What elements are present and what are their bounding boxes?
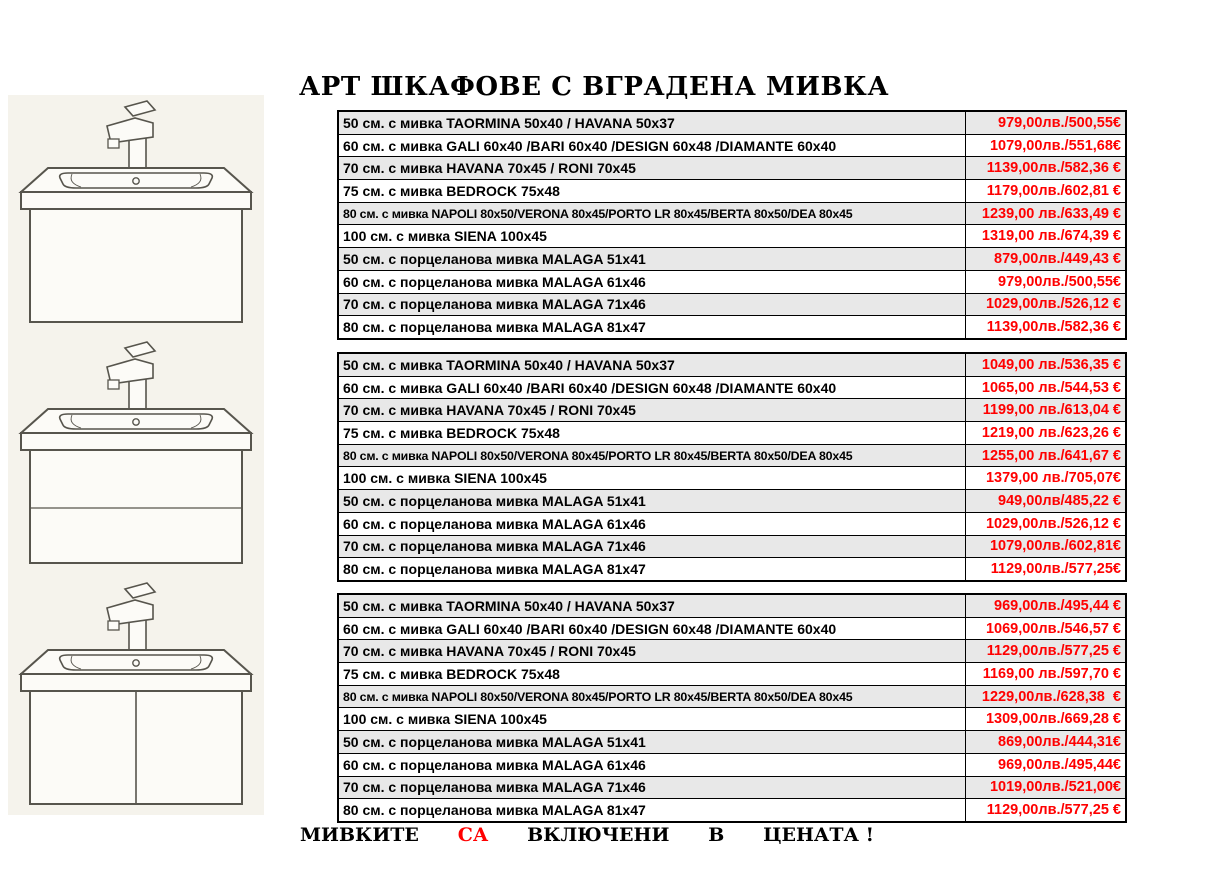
price-cell: 979,00лв./500,55€ — [998, 114, 1121, 131]
product-description-cell: 75 см. с мивка BEDROCK 75x48 — [339, 663, 966, 685]
product-description-cell: 50 см. с порцеланова мивка MALAGA 51x41 — [339, 490, 966, 512]
table-row — [339, 557, 1125, 580]
product-description-cell: 50 см. с мивка TAORMINA 50x40 / HAVANA 50x37 — [339, 595, 966, 617]
table-row — [339, 662, 1125, 685]
product-description-cell: 60 см. с порцеланова мивка MALAGA 61x46 — [339, 513, 966, 535]
product-description-cell: 60 см. с порцеланова мивка MALAGA 61x46 — [339, 754, 966, 776]
price-table-1 — [337, 110, 1127, 340]
table-row — [339, 639, 1125, 662]
price-cell: 869,00лв./444,31€ — [998, 733, 1121, 750]
price-cell: 1139,00лв./582,36 € — [986, 160, 1121, 177]
price-cell: 1199,00 лв./613,04 € — [982, 402, 1121, 419]
price-cell: 1049,00 лв./536,35 € — [981, 356, 1121, 373]
table-row — [339, 595, 1125, 617]
table-row — [339, 376, 1125, 399]
product-description-cell: 60 см. с мивка GALI 60x40 /BARI 60x40 /DESIGN 60x48 /DIAMANTE 60x40 — [339, 135, 966, 157]
product-description-cell: 50 см. с мивка TAORMINA 50x40 / HAVANA 50x37 — [339, 354, 966, 376]
price-cell: 969,00лв./495,44 € — [994, 597, 1121, 614]
price-cell: 1219,00 лв./623,26 € — [981, 424, 1121, 441]
product-description-cell: 70 см. с порцеланова мивка MALAGA 71x46 — [339, 536, 966, 558]
cabinet-illustrations-panel — [8, 95, 264, 815]
footer-word: МИВКИТЕ — [300, 824, 419, 846]
table-row — [339, 112, 1125, 134]
price-cell: 1129,00лв./577,25 € — [986, 802, 1121, 819]
table-row — [339, 776, 1125, 799]
product-description-cell: 100 см. с мивка SIENA 100x45 — [339, 708, 966, 730]
cabinet-single-door-icon — [8, 95, 264, 333]
product-description-cell: 60 см. с мивка GALI 60x40 /BARI 60x40 /DESIGN 60x48 /DIAMANTE 60x40 — [339, 377, 966, 399]
cabinet-two-drawers-icon — [8, 336, 264, 574]
table-row — [339, 293, 1125, 316]
price-cell: 1139,00лв./582,36 € — [986, 319, 1121, 336]
price-cell: 949,00лв/485,22 € — [998, 492, 1121, 509]
price-cell: 1309,00лв./669,28 € — [985, 711, 1121, 728]
product-description-cell: 50 см. с порцеланова мивка MALAGA 51x41 — [339, 731, 966, 753]
table-row — [339, 617, 1125, 640]
product-description-cell: 70 см. с мивка HAVANA 70x45 / RONI 70x45 — [339, 157, 966, 179]
price-cell: 969,00лв./495,44€ — [998, 756, 1121, 773]
product-description-cell: 80 см. с мивка NAPOLI 80x50/VERONA 80x45/PORTO LR 80x45/BERTA 80x50/DEA 80x45 — [339, 445, 966, 467]
price-cell: 1019,00лв./521,00€ — [989, 779, 1121, 796]
table-row — [339, 798, 1125, 821]
price-cell: 1179,00лв./602,81 € — [986, 182, 1121, 199]
price-cell: 1379,00 лв./705,07€ — [985, 470, 1121, 487]
table-row — [339, 535, 1125, 558]
price-cell: 979,00лв./500,55€ — [998, 273, 1121, 290]
table-row — [339, 354, 1125, 376]
table-row — [339, 134, 1125, 157]
product-description-cell: 80 см. с порцеланова мивка MALAGA 81x47 — [339, 558, 966, 580]
table-row — [339, 224, 1125, 247]
table-row — [339, 179, 1125, 202]
cabinet-two-doors-icon — [8, 577, 264, 815]
price-cell: 1129,00лв./577,25€ — [990, 561, 1121, 578]
price-table-2 — [337, 352, 1127, 582]
table-row — [339, 753, 1125, 776]
price-table-3 — [337, 593, 1127, 823]
table-row — [339, 156, 1125, 179]
product-description-cell: 75 см. с мивка BEDROCK 75x48 — [339, 180, 966, 202]
price-cell: 1029,00лв./526,12 € — [985, 296, 1121, 313]
page-title: АРТ ШКАФОВЕ С ВГРАДЕНА МИВКА — [299, 72, 890, 102]
product-description-cell: 75 см. с мивка BEDROCK 75x48 — [339, 422, 966, 444]
product-description-cell: 50 см. с порцеланова мивка MALAGA 51x41 — [339, 248, 966, 270]
price-cell: 1029,00лв./526,12 € — [985, 515, 1121, 532]
price-cell: 1229,00лв./628,38 € — [981, 688, 1121, 705]
table-row — [339, 685, 1125, 708]
product-description-cell: 60 см. с порцеланова мивка MALAGA 61x46 — [339, 271, 966, 293]
footer-word: СА — [457, 824, 489, 846]
table-row — [339, 421, 1125, 444]
table-row — [339, 270, 1125, 293]
product-description-cell: 50 см. с мивка TAORMINA 50x40 / HAVANA 50x37 — [339, 112, 966, 134]
table-row — [339, 466, 1125, 489]
product-description-cell: 60 см. с мивка GALI 60x40 /BARI 60x40 /DESIGN 60x48 /DIAMANTE 60x40 — [339, 618, 966, 640]
product-description-cell: 70 см. с мивка HAVANA 70x45 / RONI 70x45 — [339, 399, 966, 421]
price-cell: 1239,00 лв./633,49 € — [981, 205, 1121, 222]
table-row — [339, 512, 1125, 535]
price-cell: 1319,00 лв./674,39 € — [981, 228, 1121, 245]
table-row — [339, 707, 1125, 730]
footer-word: ЦЕНАТА ! — [763, 824, 874, 846]
product-description-cell: 70 см. с порцеланова мивка MALAGA 71x46 — [339, 294, 966, 316]
price-cell: 1129,00лв./577,25 € — [986, 643, 1121, 660]
price-cell: 1079,00лв./551,68€ — [989, 137, 1121, 154]
product-description-cell: 80 см. с мивка NAPOLI 80x50/VERONA 80x45/PORTO LR 80x45/BERTA 80x50/DEA 80x45 — [339, 686, 966, 708]
table-row — [339, 730, 1125, 753]
product-description-cell: 100 см. с мивка SIENA 100x45 — [339, 467, 966, 489]
product-description-cell: 80 см. с порцеланова мивка MALAGA 81x47 — [339, 799, 966, 821]
table-row — [339, 315, 1125, 338]
product-description-cell: 80 см. с мивка NAPOLI 80x50/VERONA 80x45/PORTO LR 80x45/BERTA 80x50/DEA 80x45 — [339, 203, 966, 225]
price-cell: 1069,00лв./546,57 € — [985, 620, 1121, 637]
table-row — [339, 247, 1125, 270]
product-description-cell: 70 см. с порцеланова мивка MALAGA 71x46 — [339, 777, 966, 799]
footer-word: ВКЛЮЧЕНИ — [527, 824, 670, 846]
table-row — [339, 444, 1125, 467]
price-cell: 1255,00 лв./641,67 € — [981, 447, 1121, 464]
table-row — [339, 202, 1125, 225]
price-cell: 1079,00лв./602,81€ — [989, 538, 1121, 555]
price-cell: 1169,00 лв./597,70 € — [982, 665, 1121, 682]
footer-word: В — [708, 824, 725, 846]
price-cell: 879,00лв./449,43 € — [994, 250, 1121, 267]
table-row — [339, 489, 1125, 512]
footer-note — [300, 824, 874, 846]
table-row — [339, 398, 1125, 421]
product-description-cell: 100 см. с мивка SIENA 100x45 — [339, 225, 966, 247]
price-cell: 1065,00 лв./544,53 € — [981, 379, 1121, 396]
product-description-cell: 70 см. с мивка HAVANA 70x45 / RONI 70x45 — [339, 640, 966, 662]
product-description-cell: 80 см. с порцеланова мивка MALAGA 81x47 — [339, 316, 966, 338]
